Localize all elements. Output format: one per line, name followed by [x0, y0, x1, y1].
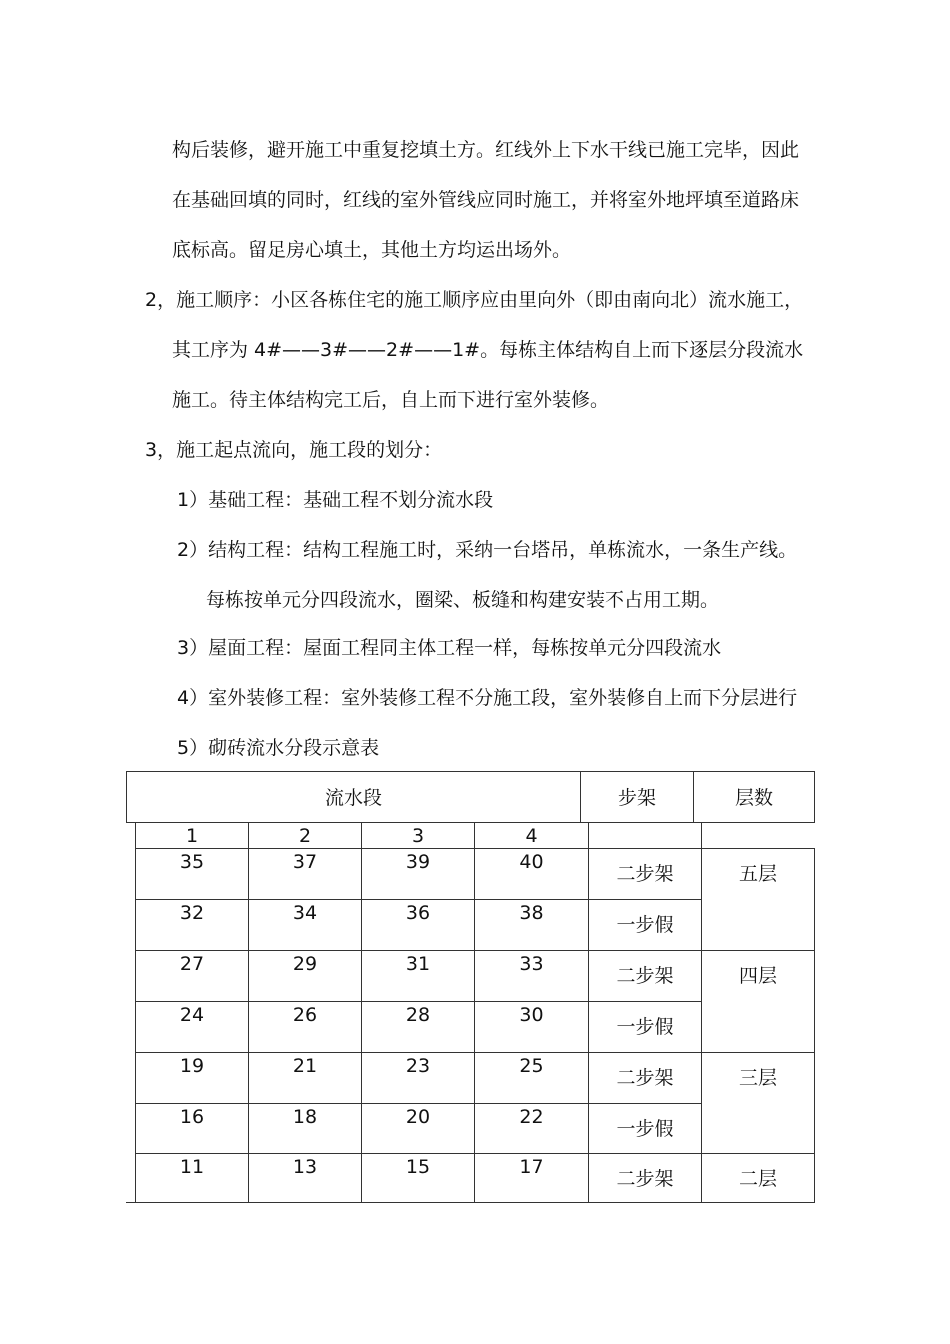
- floor-label: 五层: [738, 863, 777, 885]
- data-value: 21: [292, 1055, 318, 1077]
- scaffold-cell: [588, 950, 702, 1002]
- data-cell: [361, 1153, 475, 1203]
- segment-number: 4: [525, 825, 538, 847]
- list-item: 5）砌砖流水分段示意表: [177, 737, 380, 759]
- data-cell: [361, 950, 475, 1002]
- table-edge-tick: [126, 1202, 136, 1203]
- data-cell: [248, 950, 362, 1002]
- data-value: 30: [519, 1004, 544, 1026]
- data-cell: [474, 1153, 589, 1203]
- data-cell: [248, 899, 362, 951]
- data-cell: [474, 848, 589, 900]
- data-value: 20: [405, 1106, 431, 1128]
- data-value: 38: [519, 902, 544, 924]
- floor-label: 三层: [738, 1067, 777, 1089]
- paragraph-line: 施工。待主体结构完工后，自上而下进行室外装修。: [172, 389, 610, 411]
- segment-number-cell: [135, 822, 249, 849]
- paragraph-line: 构后装修，避开施工中重复挖填土方。红线外上下水干线已施工完毕，因此: [172, 139, 800, 161]
- paragraph-line: 底标高。留足房心填土，其他土方均运出场外。: [172, 239, 572, 261]
- scaffold-label: 一步假: [616, 1118, 674, 1140]
- data-value: 35: [179, 851, 205, 873]
- data-cell: [474, 899, 589, 951]
- data-cell: [474, 1103, 589, 1155]
- scaffold-label: 一步假: [616, 914, 674, 936]
- data-cell: [248, 1153, 362, 1203]
- data-cell: [361, 899, 475, 951]
- data-cell: [248, 1052, 362, 1104]
- data-value: 25: [519, 1055, 544, 1077]
- data-value: 23: [405, 1055, 431, 1077]
- segment-number: 1: [185, 825, 199, 847]
- scaffold-label: 二步架: [616, 1168, 674, 1190]
- scaffold-label: 二步架: [616, 965, 674, 987]
- scaffold-blank-cell: [588, 822, 702, 849]
- scaffold-label: 二步架: [616, 863, 674, 885]
- data-value: 18: [292, 1106, 318, 1128]
- segment-number: 2: [298, 825, 312, 847]
- data-value: 31: [405, 953, 431, 975]
- data-value: 34: [292, 902, 318, 924]
- data-value: 32: [179, 902, 205, 924]
- floor-label: 四层: [738, 965, 777, 987]
- segment-number-cell: [361, 822, 475, 849]
- floor-cell-4: [701, 950, 815, 1053]
- data-value: 36: [405, 902, 431, 924]
- floor-cell-3: [701, 1052, 815, 1155]
- header-segments-label: 流水段: [324, 787, 382, 809]
- segment-number-cell: [248, 822, 362, 849]
- header-scaffold-label: 步架: [617, 787, 656, 809]
- scaffold-cell: [588, 899, 702, 951]
- data-value: 37: [292, 851, 318, 873]
- list-item: 4）室外装修工程：室外装修工程不分施工段，室外装修自上而下分层进行: [177, 687, 798, 709]
- data-cell: [135, 1052, 249, 1104]
- floor-label: 二层: [738, 1168, 777, 1190]
- paragraph-line: 在基础回填的同时，红线的室外管线应同时施工，并将室外地坪填至道路床: [172, 189, 800, 211]
- data-cell: [361, 848, 475, 900]
- data-value: 11: [179, 1156, 205, 1178]
- data-value: 39: [405, 851, 431, 873]
- data-cell: [248, 848, 362, 900]
- data-cell: [248, 1103, 362, 1155]
- data-value: 27: [179, 953, 205, 975]
- data-cell: [135, 899, 249, 951]
- data-value: 15: [405, 1156, 431, 1178]
- data-cell: [361, 1001, 475, 1053]
- data-cell: [135, 950, 249, 1002]
- header-floors-label: 层数: [734, 787, 773, 809]
- scaffold-cell: [588, 1153, 702, 1203]
- scaffold-cell: [588, 1001, 702, 1053]
- segment-number-cell: [474, 822, 589, 849]
- data-value: 17: [519, 1156, 544, 1178]
- scaffold-label: 二步架: [616, 1067, 674, 1089]
- data-cell: [135, 848, 249, 900]
- data-value: 26: [292, 1004, 318, 1026]
- data-cell: [474, 950, 589, 1002]
- scaffold-cell: [588, 1103, 702, 1155]
- scaffold-cell: [588, 848, 702, 900]
- header-cell-segments: [126, 771, 581, 823]
- scaffold-label: 一步假: [616, 1016, 674, 1038]
- data-cell: [135, 1001, 249, 1053]
- floor-cell-5: [701, 848, 815, 951]
- data-cell: [248, 1001, 362, 1053]
- header-cell-scaffold: [580, 771, 694, 823]
- list-item: 3）屋面工程：屋面工程同主体工程一样，每栋按单元分四段流水: [177, 637, 722, 659]
- list-item: 1）基础工程：基础工程不划分流水段: [177, 489, 494, 511]
- data-value: 29: [292, 953, 318, 975]
- data-value: 40: [519, 851, 544, 873]
- data-value: 13: [292, 1156, 318, 1178]
- data-cell: [474, 1001, 589, 1053]
- data-cell: [135, 1153, 249, 1203]
- floor-cell-2: [701, 1153, 815, 1203]
- data-cell: [135, 1103, 249, 1155]
- data-value: 16: [179, 1106, 205, 1128]
- data-value: 33: [519, 953, 544, 975]
- data-value: 19: [179, 1055, 205, 1077]
- data-cell: [361, 1052, 475, 1104]
- data-value: 22: [519, 1106, 544, 1128]
- header-cell-floors: [693, 771, 815, 823]
- data-cell: [361, 1103, 475, 1155]
- paragraph-line: 3，施工起点流向，施工段的划分：: [145, 439, 443, 461]
- list-item-continuation: 每栋按单元分四段流水，圈梁、板缝和构建安装不占用工期。: [206, 589, 720, 611]
- paragraph-line: 其工序为 4#——3#——2#——1#。每栋主体结构自上而下逐层分段流水: [172, 339, 804, 361]
- paragraph-line: 2，施工顺序：小区各栋住宅的施工顺序应由里向外（即由南向北）流水施工，: [145, 289, 804, 311]
- data-cell: [474, 1052, 589, 1104]
- scaffold-cell: [588, 1052, 702, 1104]
- segment-number: 3: [411, 825, 425, 847]
- data-value: 28: [405, 1004, 431, 1026]
- data-value: 24: [179, 1004, 205, 1026]
- list-item: 2）结构工程：结构工程施工时，采纳一台塔吊，单栋流水，一条生产线。: [177, 539, 798, 561]
